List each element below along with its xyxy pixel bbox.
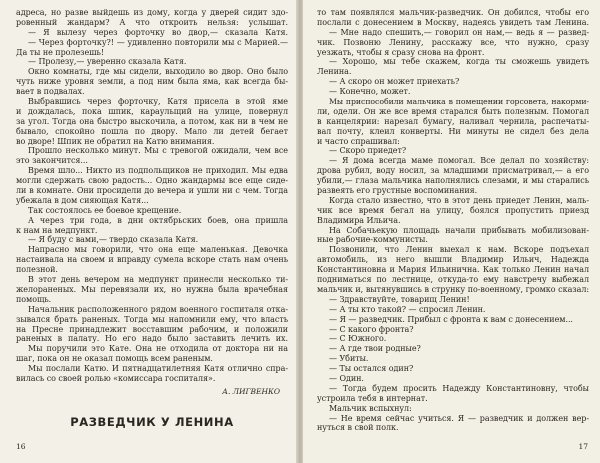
- text-line: послали с донесением в Москву, надеясь увидеть там Ленина.: [317, 17, 589, 27]
- text-line: могли сдержать свою радость... Одно жандармы все еще сиде-: [16, 176, 288, 186]
- text-line: чик. Позвоню Ленину, расскажу все, что нужно, сразу: [317, 37, 589, 47]
- text-line: на Пресне принадлежит восставшим рабочим, и положили: [16, 324, 288, 334]
- text-line: Мальчик вспыхнул:: [329, 403, 412, 413]
- page-number: 16: [16, 442, 26, 451]
- text-line: — Тогда будем просить Надежду Константиновну, чтобы: [329, 383, 589, 393]
- right-page-text: [317, 8, 589, 434]
- text-line: ровенный жандарм? А что откроить нельзя: услышат.: [16, 17, 288, 27]
- text-line: мальчик и, вытянувшись в струнку по-военному, громко сказал:: [317, 284, 589, 294]
- text-line: дрова рубил, воду носил, за младшими присматривал,— а его: [317, 166, 589, 176]
- text-line: желораненых. Мы перевязали их, но нужна была врачебная: [16, 284, 288, 294]
- text-line: — С какого фронта?: [329, 324, 414, 334]
- text-line: раненых в палату. Но его надо было заставить лечить их.: [16, 334, 288, 344]
- text-line: в канцелярии: нарезал бумагу, наливал чернила, распечаты-: [317, 116, 589, 126]
- text-line: — Один.: [329, 373, 364, 383]
- right-page: [303, 0, 600, 463]
- text-line: Выбравшись через форточку, Катя присела в этой яме: [28, 97, 288, 107]
- text-line: — Убиты.: [329, 354, 369, 364]
- text-line: В этот день вечером на медпункт принесли несколько ти-: [28, 275, 288, 285]
- text-line: ли в комнате. Они просидели до вечера и ушли ни с чем. Тогда: [16, 186, 288, 196]
- text-line: — Я — разведчик. Прибыл с фронта к вам с донесением...: [329, 314, 573, 324]
- text-line: и часто спрашивал:: [317, 136, 400, 146]
- text-line: [317, 433, 589, 434]
- text-line: убежала в дом сияющая Катя...: [16, 195, 149, 205]
- text-line: Да ты не пролезешь!: [16, 47, 105, 57]
- text-line: — Скоро приедет?: [329, 146, 407, 156]
- text-line: — С Южного.: [329, 334, 387, 344]
- text-line: устроила тебя в интернат.: [317, 393, 428, 403]
- text-line: — Я буду с вами,— твердо сказала Катя.: [28, 235, 199, 245]
- text-line: — Я дома всегда маме помогал. Все делал по хозяйству:: [329, 156, 589, 166]
- text-line: это закончится...: [16, 156, 88, 166]
- text-line: развеять его грустные воспоминания.: [317, 186, 478, 196]
- left-page-text: [16, 8, 288, 434]
- text-line: Начальник расположенного рядом военного госпиталя отка-: [28, 304, 288, 314]
- text-line: — Через форточку?! — удивленно повторили мы с Марией.—: [28, 37, 288, 47]
- text-line: Мы приспособили мальчика в помещении горсовета, накорми-: [329, 97, 589, 107]
- text-line: Окно комнаты, где мы сидели, выходило во двор. Оно было: [28, 67, 288, 77]
- text-line: — А где твои родные?: [329, 344, 421, 354]
- text-line: автомобиль, из него вышли Владимир Ильич, Надежда: [317, 255, 589, 265]
- text-line: чик все время бегал на улицу, боялся пропустить приезд: [317, 205, 589, 215]
- text-line: А через три года, в дни октябрьских боев, она пришла: [28, 215, 288, 225]
- text-line: — Пролезу,— уверенно сказала Катя.: [28, 57, 187, 67]
- text-line: помощь.: [16, 294, 52, 304]
- text-line: адреса, но разве выйдешь из дому, когда у дверей сидит здо-: [16, 8, 288, 17]
- text-line: ные рабочие-коммунисты.: [317, 235, 428, 245]
- text-line: и дождалась, пока шпик, караульщий на улице, повернул: [16, 106, 288, 116]
- text-line: во дворе! Шпик не обратил на Катю внимания.: [16, 136, 215, 146]
- text-line: Позвонили, что Ленин выехал к нам. Вскоре подъехал: [329, 245, 589, 255]
- text-line: полезной.: [16, 265, 58, 275]
- text-line: Ленина.: [317, 67, 352, 77]
- text-line: Когда стало известно, что в этот день приедет Ленин, маль-: [329, 195, 589, 205]
- text-line: Так состоялось ее боевое крещение.: [28, 205, 182, 215]
- story-heading: РАЗВЕДЧИК У ЛЕНИНА: [70, 414, 234, 429]
- text-line: Время шло... Никто из подпольщиков не приходил. Мы едва: [28, 166, 288, 176]
- text-line: Константиновна и Мария Ильинична. Как только Ленин начал: [317, 265, 589, 275]
- text-line: — Хорошо, мы тебе скажем, когда ты сможешь увидеть: [329, 57, 589, 67]
- text-line: зывался брать раненых. Тогда мы напомнили ему, что власть: [16, 314, 288, 324]
- left-page: [0, 0, 297, 463]
- text-line: Мы послали Катю. И пятнадцатилетняя Катя отлично спра-: [28, 364, 288, 374]
- text-line: Прошло несколько минут. Мы с тревогой ожидали, чем все: [28, 146, 288, 156]
- text-line: шаг, пока он не оказал помощь всем раненым.: [16, 354, 213, 364]
- text-line: уезжать, чтобы я сразу снова на фронт.: [317, 47, 485, 57]
- text-line: то там появлялся мальчик-разведчик. Он добился, чтобы его: [317, 8, 589, 17]
- text-line: — Не время сейчас учиться. Я — разведчик и должен вер-: [329, 413, 589, 423]
- text-line: ли, одели. Он же все время старался быть полезным. Помогал: [317, 106, 589, 116]
- text-line: Мы поручили это Кате. Она не отходила от доктора ни на: [28, 344, 288, 354]
- text-line: — Конечно, может.: [329, 87, 411, 97]
- text-line: — Мне надо спешить,— говорил он нам,— ведь я — развед-: [329, 27, 589, 37]
- text-line: за угол. Тогда она быстро выскочила, а потом, как ни в чем не: [16, 116, 288, 126]
- text-line: подниматься по лестнице, откуда-то ему навстречу выбежал: [317, 275, 589, 285]
- author-signature: А. ЛИГВЕНКО: [222, 386, 280, 396]
- text-line: настаивала на своем и вправду сумела вскоре стать нам очень: [16, 255, 288, 265]
- text-line: бывало, спокойно пошла по двору. Мало ли детей бегает: [16, 126, 288, 136]
- text-line: чуть ниже уровня земли, а под ним была яма, как всегда бы-: [16, 77, 288, 87]
- text-line: — А скоро он может приехать?: [329, 77, 460, 87]
- text-line: вилась со своей ролью «комиссара госпиталя».: [16, 373, 216, 383]
- text-line: — Здравствуйте, товарищ Ленин!: [329, 294, 470, 304]
- text-line: вал почту, клеил конверты. Ни минуты не сидел без дела: [317, 126, 589, 136]
- text-line: — А ты кто такой? — спросил Ленин.: [329, 304, 486, 314]
- page-number: 17: [578, 442, 588, 451]
- text-line: — Я вылезу через форточку во двор,— сказала Катя.: [28, 27, 288, 37]
- text-line: нуться в свой полк.: [317, 423, 399, 433]
- text-line: убили,— глаза мальчика наполнялись слезами, и мы старались: [317, 176, 589, 186]
- text-line: к нам на медпункт.: [16, 225, 98, 235]
- text-line: — Ты остался один?: [329, 364, 414, 374]
- text-line: На Собачьекую площадь начали прибывать мобилизован-: [329, 225, 589, 235]
- text-line: Напрасно мы говорили, что она еще маленькая. Девочка: [28, 245, 288, 255]
- text-line: Владимира Ильича.: [317, 215, 401, 225]
- text-line: вает в подвалах.: [16, 87, 85, 97]
